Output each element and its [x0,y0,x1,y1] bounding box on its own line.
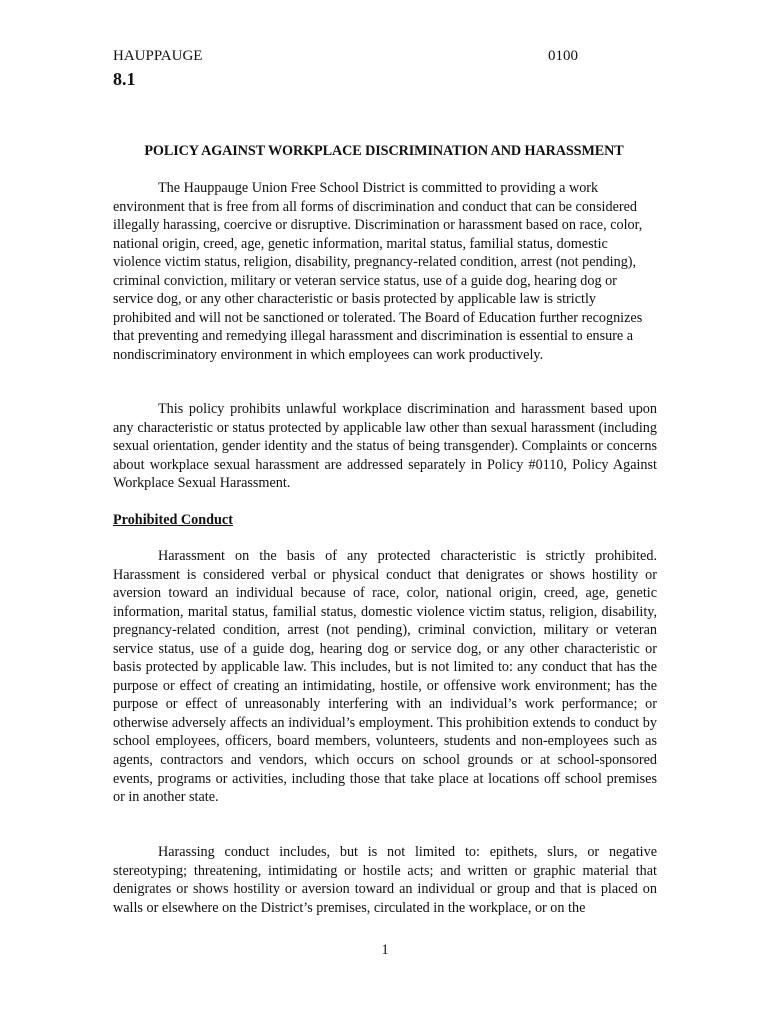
page-number: 1 [381,942,389,958]
harassing-conduct-paragraph: Harassing conduct includes, but is not limited to: epithets, slurs, or negative stereotyping; threatening, intimidating or hostile acts; and written or graphic material that denigrates or shows hostility or aversion toward an individual or group and that is placed on walls or elsewhere on the District’s premises, circulated in the workplace, or on the [113,844,657,916]
policy-code: 0100 [548,48,578,64]
policy-title: POLICY AGAINST WORKPLACE DISCRIMINATION AND HARASSMENT [144,143,624,159]
intro-paragraph: The Hauppauge Union Free School District is committed to providing a work environment that is free from all forms of discrimination and conduct that can be considered illegally harassing, coercive or disruptive. Discrimination or harassment based on race, color, national origin, creed, age, genetic information, marital status, familial status, domestic violence victim status, religion, disability, pregnancy-related condition, arrest (not pending), criminal conviction, military or veteran service status, use of a guide dog, hearing dog or service dog, or any other characteristic or basis protected by applicable law is strictly prohibited and will not be sanctioned or tolerated. The Board of Education further recognizes that preventing and remedying illegal harassment and discrimination is essential to ensure a nondiscriminatory environment in which employees can work productively. [113,180,643,363]
prohibited-conduct-heading: Prohibited Conduct [113,512,233,528]
scope-paragraph: This policy prohibits unlawful workplace discrimination and harassment based upon any characteristic or status protected by applicable law other than sexual harassment (including sexual orientation, gender identity and the status of being transgender). Complaints or concerns about workplace sexual harassment are addressed separately in Policy #0110, Policy Against Workplace Sexual Harassment. [113,401,657,492]
section-number: 8.1 [113,69,136,89]
district-name: HAUPPAUGE [113,48,203,64]
harassment-definition-paragraph: Harassment on the basis of any protected characteristic is strictly prohibited. Harassment is considered verbal or physical conduct that denigrates or shows hostility or aversion toward an individual because of race, color, national origin, creed, age, genetic information, marital status, familial status, domestic violence victim status, religion, disability, pregnancy-related condition, arrest (not pending), criminal conviction, military or veteran service status, use of a guide dog, hearing dog or service dog, or any other characteristic or basis protected by applicable law. This includes, but is not limited to: any conduct that has the purpose or effect of creating an intimidating, hostile, or offensive work environment; has the purpose or effect of unreasonably interfering with an individual’s work performance; or otherwise adversely affects an individual’s employment. This prohibition extends to conduct by school employees, officers, board members, volunteers, students and non-employees such as agents, contractors and vendors, which occurs on school grounds or at school-sponsored events, programs or activities, including those that take place at locations off school premises or in another state. [113,548,657,806]
